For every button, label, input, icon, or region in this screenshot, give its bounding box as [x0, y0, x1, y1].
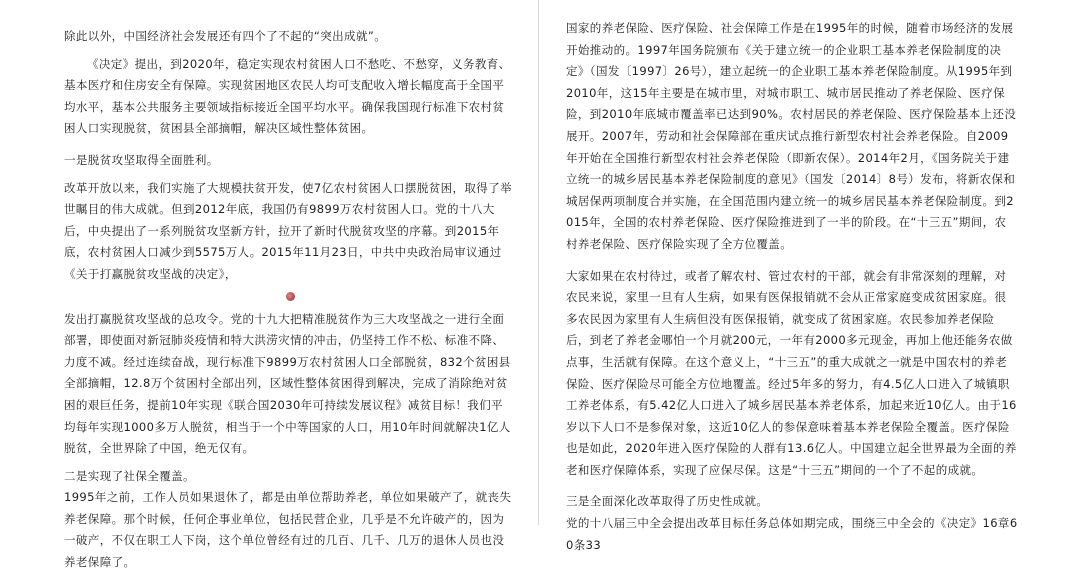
right-page: [566, 0, 1018, 552]
paragraph: 改革开放以来，我们实施了大规模扶贫开发，使7亿农村贫困人口摆脱贫困，取得了举世瞩目的伟大成就。但到2012年底，我国仍有9899万农村贫困人口。党的十八大后，中央提出了一系列脱贫攻坚新方针，拉开了新时代脱贫攻坚的序幕。到2015年底，农村贫困人口减少到5575万人。2015年11月23日，中共中央政治局审议通过《关于打赢脱贫攻坚战的决定》，: [64, 180, 513, 281]
paragraph: 除此以外，中国经济社会发展还有四个了不起的“突出成就”。: [64, 29, 387, 43]
section-heading: 三是全面深化改革取得了历史性成就。: [566, 494, 769, 509]
section-heading: 一是脱贫攻坚取得全面胜利。: [64, 152, 219, 167]
paragraph: 《决定》提出，到2020年，稳定实现农村贫困人口不愁吃、不愁穿，义务教育、基本医疗和住房安全有保障。实现贫困地区农民人均可支配收入增长幅度高于全国平均水平，基本公共服务主要领域指标接近全国平均水平。确保我国现行标准下农村贫困人口实现脱贫，贫困县全部摘帽，解决区域性整体贫困。: [64, 56, 511, 136]
left-page: [64, 0, 514, 570]
paragraph: 大家如果在农村待过，或者了解农村、管过农村的干部，就会有非常深刻的理解，对农民来说，家里一旦有人生病，如果有医保报销就不会从正常家庭变成贫困家庭。很多农民因为家里有人生病但没有医保报销，就变成了贫困家庭。农民参加养老保险后，到老了养老金哪怕一个月就200元，一年有2000多元现金，再加上他还能务农做点事，生活就有保障。在这个意义上，“十三五”的重大成就之一就是中国农村的养老保险、医疗保险尽可能全方位地覆盖。经过5年多的努力，有4.5亿人口进入了城镇职工养老体系，有5.42亿人口进入了城乡居民基本养老体系，加起来近10亿人。由于16岁以下人口不是参保对象，这近10亿人的参保意味着基本养老保险全覆盖。医疗保险也是如此，2020年进入医疗保险的人群有13.6亿人。中国建立起全世界最为全面的养老和医疗保障体系，实现了应保尽保。这是“十三五”期间的一个了不起的成就。: [566, 268, 1017, 477]
section-heading: 二是实现了社保全覆盖。: [64, 468, 195, 483]
image-icon: [286, 292, 295, 301]
paragraph: 国家的养老保险、医疗保险、社会保障工作是在1995年的时候，随着市场经济的发展开始推动的。1997年国务院颁布《关于建立统一的企业职工基本养老保险制度的决定》（国发〔1997〕26号），建立起统一的企业职工基本养老保险制度。从1995年到2010年，这15年主要是在城市里，对城市职工、城市居民推动了养老保险、医疗保险，到2010年底城市覆盖率已达到90%。农村居民的养老保险、医疗保险基本上还没展开。2007年，劳动和社会保障部在重庆试点推行新型农村社会养老保险。自2009年开始在全国推行新型农村社会养老保险（即新农保）。2014年2月，《国务院关于建立统一的城乡居民基本养老保险制度的意见》（国发〔2014〕8号）发布，将新农保和城居保两项制度合并实施，在全国范围内建立统一的城乡居民基本养老保险制度。到2015年，全国的农村养老保险、医疗保险推进到了一半的阶段。在“十三五”期间，农村养老保险、医疗保险实现了全方位覆盖。: [566, 21, 1017, 251]
image-placeholder: [64, 286, 514, 309]
paragraph: 发出打赢脱贫攻坚战的总攻令。党的十九大把精准脱贫作为三大攻坚战之一进行全面部署，即使面对新冠肺炎疫情和特大洪涝灾情的冲击，仍坚持工作不松、标准不降、力度不减。经过连续奋战，现行标准下9899万农村贫困人口全部脱贫，832个贫困县全部摘帽，12.8万个贫困村全部出列，区域性整体贫困得到解决，完成了消除绝对贫困的艰巨任务，提前10年实现《联合国2030年可持续发展议程》减贫目标！我们平均每年实现1000多万人脱贫，相当于一个中等国家的人口，用10年时间就解决1亿人脱贫，全世界除了中国，绝无仅有。: [64, 311, 511, 456]
page-divider: [538, 0, 539, 525]
paragraph: 1995年之前，工作人员如果退休了，都是由单位帮助养老，单位如果破产了，就丧失养老保障。那个时候，任何企事业单位，包括民营企业，几乎是不允许破产的，因为一破产，不仅在职工人下岗，这个单位曾经有过的几百、几千、几万的退休人员也没养老保障了。: [64, 490, 512, 570]
paragraph: 党的十八届三中全会提出改革目标任务总体如期完成，围绕三中全会的《决定》16章60条33: [566, 516, 1018, 552]
